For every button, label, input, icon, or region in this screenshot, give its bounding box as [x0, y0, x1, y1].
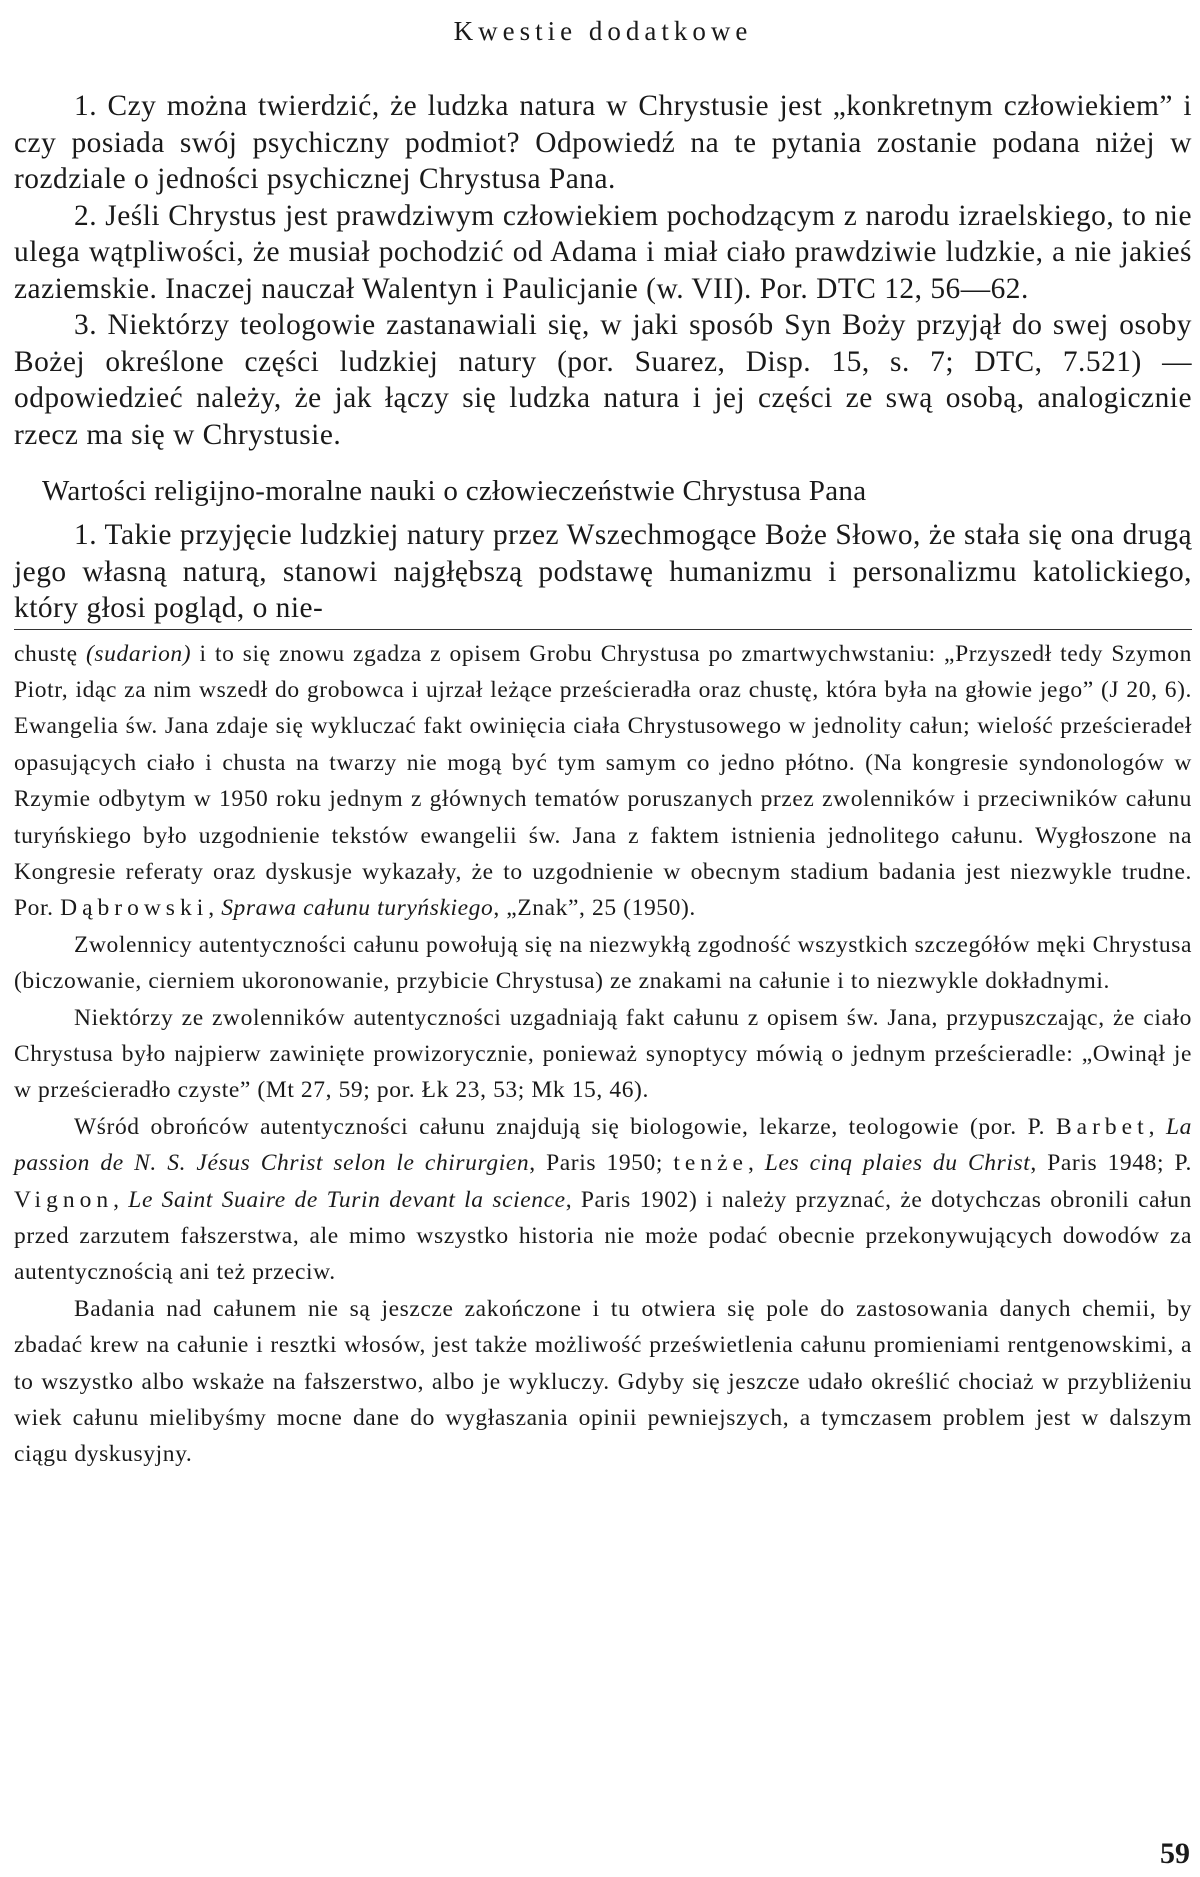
paragraph: 1. Takie przyjęcie ludzkiej natury przez Wszechmogące Boże Słowo, że stała się ona drugą jego własną naturą, stanowi najgłębszą podstawę humanizmu i personalizmu katolickiego, który głosi pogląd, o nie- — [14, 519, 1192, 624]
author-name: Vignon — [14, 1186, 114, 1213]
italic-term: (sudarion) — [85, 640, 192, 667]
footnote-divider — [14, 629, 1192, 630]
text-span: , — [747, 1150, 765, 1177]
text-span: Wśród obrońców autentyczności całunu znajdują się biologowie, lekarze, teologowie (por. P. — [74, 1113, 1056, 1140]
text-span: , — [208, 895, 222, 922]
paragraph: 3. Niektórzy teologowie zastanawiali się, w jaki sposób Syn Boży przyjął do swej osoby Bożej określone części ludzkiej natury (por. Suarez, Disp. 15, s. 7; DTC, 7.521) — odpowiedzieć należy, że jak łączy się ludzka natura i jej części ze swą osobą, analogicznie rzecz ma się w Chrystusie. — [14, 309, 1192, 451]
running-head: Kwestie dodatkowe — [453, 16, 753, 46]
text-span: chustę — [14, 640, 86, 667]
book-title: Sprawa całunu turyńskiego — [221, 895, 494, 922]
footnote-paragraph: Badania nad całunem nie są jeszcze zakończone i tu otwiera się pole do zastosowania danych chemii, by zbadać krew na całunie i resztki włosów, jest także możliwość prześwietlenia całunu promieniami rentgenowskimi, a to wszystko albo wskaże na fałszerstwo, albo je wykluczy. Gdyby się jeszcze udało określić chociaż w przybliżeniu wiek całunu mielibyśmy mocne dane do wygłaszania opinii pewniejszych, a tymczasem problem jest w dalszym ciągu dyskusyjny. — [14, 1295, 1192, 1468]
paragraph: 1. Czy można twierdzić, że ludzka natura w Chrystusie jest „konkretnym człowiekiem” i czy posiada swój psychiczny podmiot? Odpowiedź na te pytania zostanie podana niżej w rozdziale o jedności psychicznej Chrystusa Pana. — [14, 90, 1192, 195]
text-span: , — [113, 1186, 129, 1213]
book-title: La passion de N. S. Jésus Christ selon le chirurgien — [14, 1113, 1193, 1177]
footnotes — [14, 636, 1192, 1473]
text-span: i to się znowu zgadza z opisem Grobu Chrystusa po zmartwychwstaniu: „Przyszedł tedy Szymon Piotr, idąc za nim wszedł do grobowca i ujrzał leżące prześcieradła oraz chustę, która była na głowie jego” (J 20, 6). Ewangelia św. Jana zdaje się wykluczać fakt owinięcia ciała Chrystusowego w jednolity całun; wielość prześcieradeł opasujących ciało i chusta na twarzy nie mogą być tym samym co jedno płótno. (Na kongresie syndonologów w Rzymie odbytym w 1950 roku jednym z głównych tematów poruszanych przez zwolenników i przeciwników całunu turyńskiego było uzgodnienie tekstów ewangelii św. Jana z faktem istnienia jednolitego całunu. Wygłoszone na Kongresie referaty oraz dyskusje wykazały, że to uzgodnienie w obecnym stadium badania jest niezwykle trudne. Por. — [14, 640, 1192, 922]
text-span: , — [1148, 1113, 1166, 1140]
footnote-paragraph: Zwolennicy autentyczności całunu powołują się na niezwykłą zgodność wszystkich szczegółów męki Chrystusa (biczowanie, cierniem ukoronowanie, przybicie Chrystusa) ze znakami na całunie i to niezwykle dokładnymi. — [14, 931, 1192, 995]
book-page — [14, 0, 1192, 1877]
author-name: tenże — [673, 1150, 748, 1177]
text-span: , „Znak”, 25 (1950). — [493, 895, 696, 922]
footnote-paragraph — [14, 636, 1192, 927]
text-span: , Paris 1950; — [529, 1150, 674, 1177]
author-name: Dąbrowski — [60, 895, 209, 922]
section-heading: Wartości religijno-moralne nauki o człowieczeństwie Chrystusa Pana — [42, 475, 867, 507]
footnote-paragraph — [14, 1109, 1192, 1291]
paragraph: 2. Jeśli Chrystus jest prawdziwym człowiekiem pochodzącym z narodu izraelskiego, to nie ulega wątpliwości, że musiał pochodzić od Adama i miał ciało prawdziwie ludzkie, a nie jakieś zaziemskie. Inaczej nauczał Walentyn i Paulicjanie (w. VII). Por. DTC 12, 56—62. — [14, 199, 1192, 305]
book-title: Les cinq plaies du Christ — [764, 1150, 1031, 1177]
main-text — [14, 88, 1192, 627]
book-title: Le Saint Suaire de Turin devant la science — [128, 1186, 566, 1213]
text-span: , Paris 1948; P. — [1030, 1150, 1193, 1177]
footnote-paragraph: Niektórzy ze zwolenników autentyczności uzgadniają fakt całunu z opisem św. Jana, przypuszczając, że ciało Chrystusa było najpierw zawinięte prowizorycznie, ponieważ synoptycy mówią o jednym prześcieradle: „Owinął je w prześcieradło czyste” (Mt 27, 59; por. Łk 23, 53; Mk 15, 46). — [14, 1004, 1192, 1104]
page-number: 59 — [1160, 1837, 1190, 1870]
text-span: , Paris 1902) i należy przyznać, że dotychczas obronili całun przed zarzutem fałszerstwa, ale mimo wszystko historia nie może podać obecnie przekonywujących dowodów za autentycznością ani też przeciw. — [14, 1186, 1192, 1286]
author-name: Barbet — [1055, 1113, 1149, 1140]
